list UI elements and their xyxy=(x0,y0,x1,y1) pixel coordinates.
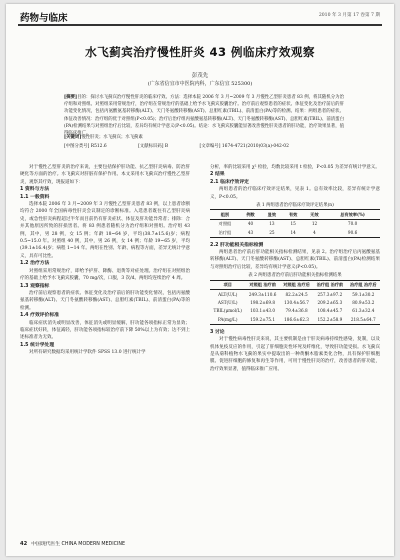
table-cell: 15 xyxy=(290,221,296,227)
table-cell: 14 xyxy=(283,228,304,237)
table-cell: TBIL(μmol/L) xyxy=(213,308,242,314)
issue-info: 2010 年 3 月第 17 卷第 7 期 xyxy=(318,13,380,18)
table2 xyxy=(210,280,380,325)
intro-paragraph: 对于慢性乙型肝炎的治疗来说，主要包括保护肝功能、抗乙型肝炎病毒、防治肝硬化等方面的治疗。水飞蓟宾对肝脏有保护作用。本文采用水飞蓟宾治疗慢性乙型肝炎，观察其疗效，现报道如下： xyxy=(20,165,190,185)
table-cell: 186.6±62.3 xyxy=(280,315,313,324)
table-cell: 152.2±58.9 xyxy=(313,315,346,324)
keywords-text: 慢性肝炎；水飞蓟宾；水飞蓟素 xyxy=(81,135,143,140)
abstract-label: [摘要] xyxy=(64,95,78,100)
table-cell: 40 xyxy=(247,221,254,227)
table1-caption: 表 1 两组患者治疗临床疗效评定结果(n) xyxy=(256,203,334,209)
keywords xyxy=(64,134,344,141)
page-footer xyxy=(20,540,125,547)
liver-function-text: 两组患者治疗前后肝功能相关指标检测结果，见表 2。治疗组治疗后丙氨酸氨基转移酶(ALT)、天门冬氨酸转移酶(AST)、总胆红素(TBIL)、前清蛋白(PA)检测结果与对照组治疗后比较，差异均有统计学意义(P<0.05)。 xyxy=(210,250,380,270)
heading-results: 2 结果 xyxy=(210,172,225,178)
table2-caption: 表 2 两组患者治疗前后肝功能相关指标检测结果 xyxy=(248,273,342,279)
table1-header: 组别 xyxy=(210,210,240,219)
table-cell: 80.9±53.2 xyxy=(352,300,375,305)
table-cell: 159.2±75.1 xyxy=(245,315,279,324)
statistics-continued: 分析，率的比较采用 χ² 检验，均数比较采用 t 检验，P<0.05 为差异有统计学意义。 xyxy=(210,165,380,170)
table1-header: 例数 xyxy=(240,210,261,219)
table2-header-row xyxy=(210,280,380,289)
table-cell: 90.6 xyxy=(325,228,380,237)
author-name: 彭茂先 xyxy=(191,73,209,79)
table-cell: 209.2±65.3 xyxy=(317,300,343,305)
heading-statistics: 1.5 统计学处理 xyxy=(20,342,55,348)
table-cell: 25 xyxy=(261,228,282,237)
observation-text: 治疗前后观察患者的症状、体征变化及治疗前后的肝功能变化情况，包括丙氨酸氨基转移酶(ALT)、天门冬氨酸转移酶(AST)、总胆红素(TBIL)、前清蛋白(PA)等的检测。 xyxy=(20,290,190,311)
table-row xyxy=(210,299,380,307)
table-cell: 43 xyxy=(240,228,261,237)
page-number: 42 xyxy=(20,541,28,547)
table-cell: 218.5±64.7 xyxy=(347,315,380,324)
abstract xyxy=(64,94,344,137)
table-cell: 130.4±56.7 xyxy=(284,300,309,305)
statistics-text: 对所有研究数据均采用统计学软件 SPSS 13.0 进行统计学 xyxy=(29,350,146,356)
table1-header: 总有效率(%) xyxy=(325,210,380,219)
table1-header: 显效 xyxy=(261,210,282,219)
discussion-text: 对于慢性病毒性肝炎来说，其主要机制是由于肝炎病毒持续性感染，复制，以及机体免疫反应的作用，引起了肝细胞炎性坏死及纤维化，导致肝功能受损。水飞蓟宾是从菊科植物水飞蓟的果实中提取出的一种黄酮木脂素类化合物，具有保护肝细胞膜、促进肝细胞的修复和再生等作用，可用于慢性肝炎的治疗，改善患者的肝功能，治疗效果显著，值得临床推广应用。 xyxy=(210,337,380,372)
heading-efficacy: 2.1 临床疗效评定 xyxy=(210,179,249,185)
header-rule xyxy=(18,24,382,26)
table-cell: 103.1±43.0 xyxy=(250,308,276,314)
table-cell: 4 xyxy=(304,228,325,237)
table2-header: 治疗组 治疗前 xyxy=(313,280,346,289)
keywords-label: [关键词] xyxy=(64,135,82,140)
table-cell: 70.0 xyxy=(347,221,358,227)
table1-header: 无效 xyxy=(304,210,325,219)
article-number: [文章编号] 1674-4721(2010)03(a)-042-02 xyxy=(199,144,289,149)
heading-treatment: 1.2 治疗方法 xyxy=(20,261,50,267)
clc-number: [中图分类号] R512.6 xyxy=(64,144,107,149)
table-cell: 对照组 xyxy=(218,221,232,227)
heading-general-data: 1.1 一般资料 xyxy=(20,194,50,200)
general-data-text: 选择本院 2006 年 3 月~2009 年 3 月慢性乙型肝炎患者 83 例，以上患者诊断均符合 2000 年全国病毒性肝炎会议制定的诊断标准。入选患者既往有乙型肝炎病史，或急性肝炎病程超过半年而目前仍有肝炎症状、体征及肝功能异常者；排除：合并其他原因所致的肝损害者。将 83 例患者随机分为治疗组和对照组。治疗组 43 例，其中，男 28 例，女 15 例；年龄 18~64 岁，平均(38.7±15.6)岁；病程 0.5~15.0 年。对照组 40 例，其中，男 26 例，女 14 例；年龄 19~65 岁，平均(39.1±16.4)岁；病程 1~14 年。两组在性别、年龄、病程等方面，差异无统计学意义，具有可比性。 xyxy=(20,202,190,259)
left-column xyxy=(20,164,190,357)
table-row xyxy=(210,307,380,315)
classification-line xyxy=(64,143,344,149)
table-cell: ALT(U/L) xyxy=(218,291,238,297)
table-row xyxy=(210,315,380,324)
table-row xyxy=(210,290,380,299)
efficacy-text: 两组患者的治疗临床疗效评定结果，见表 1。总有效率比较，差异有统计学意义，P<0.05。 xyxy=(210,187,380,200)
table1-header: 有效 xyxy=(283,210,304,219)
table-cell: 82.2±24.5 xyxy=(285,291,308,297)
table-cell: 13 xyxy=(269,221,275,227)
table-cell: PA(mg/L) xyxy=(210,315,245,324)
heading-materials-methods: 1 资料与方法 xyxy=(20,187,49,193)
heading-liver-function: 2.2 肝功能相关指标检测 xyxy=(210,242,264,248)
document-code: [文献标识码] B xyxy=(138,144,169,149)
heading-discussion: 3 讨论 xyxy=(210,329,225,335)
heading-observation: 1.3 观察指标 xyxy=(20,283,50,289)
section-name: 药物与临床 xyxy=(20,13,68,24)
author-affiliation: (广东省信宜市中医院内科，广东信宜 525300) xyxy=(147,81,253,87)
table-cell: 249.3±110.6 xyxy=(248,291,277,297)
table-cell: 治疗组 xyxy=(210,228,240,237)
table-cell: 198.2±69.8 xyxy=(250,300,276,305)
table2-header: 项目 xyxy=(210,280,245,289)
heading-criteria: 1.4 疗效评价标准 xyxy=(20,313,59,319)
journal-page xyxy=(6,4,394,556)
table-cell: AST(U/L) xyxy=(217,300,238,305)
table-cell: 108.4±45.7 xyxy=(317,308,343,314)
running-header xyxy=(6,4,394,28)
table-row xyxy=(210,228,380,237)
right-column xyxy=(210,164,380,373)
abstract-text: 目的：探讨水飞蓟宾治疗慢性肝炎的临床疗效。方法：选择本院 2006 年 3 月~2009 年 3 月慢性乙型肝炎患者 83 例，将其随机分为治疗组和对照组。对照组采用常规治疗，治疗组在常规治疗的基础上给予水飞蓟宾胶囊治疗。治疗前后观察患者的症状、体征变化及治疗前后的肝功能变化情况，包括丙氨酸氨基转移酶(ALT)、天门冬氨酸转移酶(AST)、总胆红素(TBIL)、前清蛋白(PA)等的检测。结果：两组患者的症状、体征改善情况：治疗组的优于对照组(P<0.05)；治疗后治疗组丙氨酸氨基转移酶(ALT)、天门冬氨酸转移酶(AST)、总胆红素(TBIL)、前清蛋白(PA)检测结果与对照组治疗后比较，差异均有统计学意义(P<0.05)。结论：水飞蓟宾胶囊能显著改善慢性肝炎患者的肝功能，治疗效果显著，值得临床推广。 xyxy=(64,95,344,137)
criteria-text: 临床症状消失或明显改善，体征消失或明显缓解，肝功能各项指标正常为显效；临床症状好转，体征减轻，肝功能各项指标较治疗前下降 50%以上为有效；达不到上述标准者为无效。 xyxy=(20,320,190,341)
journal-name: 中国现代医生 CHINA MODERN MEDICINE xyxy=(31,542,126,547)
table-cell: 61.3±32.4 xyxy=(352,308,375,314)
treatment-text: 对照组采用常规治疗，即给予护肝、降酶、退黄等对症处理。治疗组在对照组治疗的基础上给予水飞蓟宾胶囊，70 mg/次，口服，3 次/d。两组均连续治疗 4 周。 xyxy=(20,268,190,282)
table-cell: 59.1±30.2 xyxy=(352,291,375,297)
table-row xyxy=(210,219,380,228)
table-cell: 79.4±36.8 xyxy=(285,308,308,314)
table1 xyxy=(210,209,380,237)
article-title: 水飞蓟宾治疗慢性肝炎 43 例临床疗效观察 xyxy=(85,45,315,59)
table1-header-row xyxy=(210,210,380,219)
table2-header: 对照组 治疗后 xyxy=(280,280,313,289)
table-cell: 12 xyxy=(311,221,318,227)
table2-header: 对照组 治疗前 xyxy=(245,280,279,289)
table2-header: 治疗组 治疗后 xyxy=(347,280,380,289)
table-cell: 257.3±97.2 xyxy=(317,291,343,297)
